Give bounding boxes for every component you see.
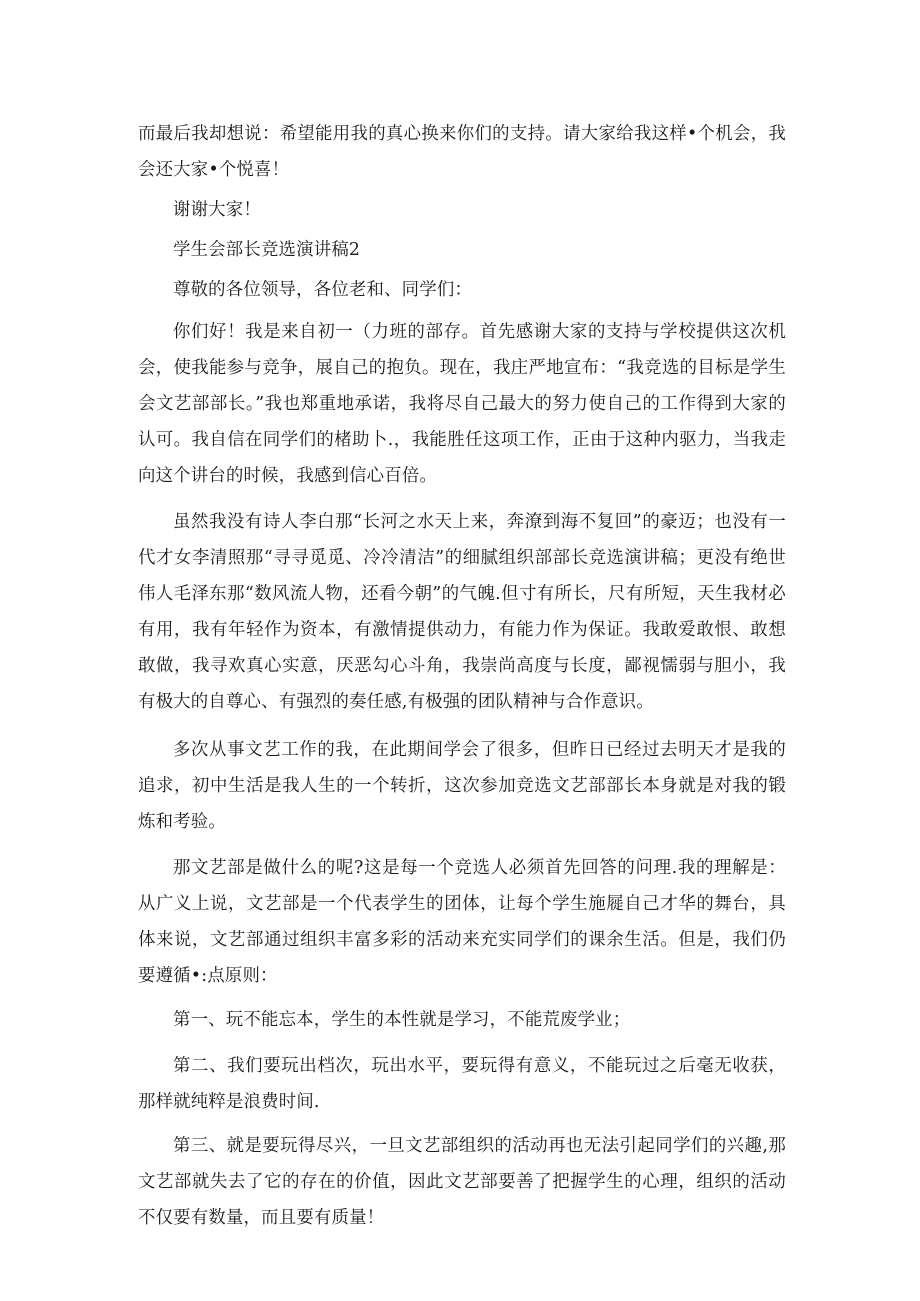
principle-item: 第二、我们要玩出档次，玩出水平，要玩得有意义，不能玩过之后毫无收获，那样就纯粹是浪费时间. — [138, 1056, 786, 1112]
body-paragraph: 你们好！我是来自初一（力班的部存。首先感谢大家的支持与学校提供这次机会，使我能参与竞争，展自己的抱负。现在，我庄严地宣布：“我竞选的目标是学生会文艺部部长。”我也郑重地承诺，我将尽自己最大的努力使自己的工作得到大家的认可。我自信在同学们的楮助卜.，我能胜任这项工作，正由于这种内驱力，当我走向这个讲台的时候，我感到信心百倍。 — [138, 322, 786, 486]
thanks-line: 谢谢大家！ — [173, 200, 261, 220]
section-title: 学生会部长竞选演讲稿2 — [173, 240, 361, 260]
document-page — [138, 0, 786, 1236]
body-paragraph: 那文艺部是做什么的呢?这是每一个竞选人必须首先回答的问理.我的理解是：从广义上说，文艺部是一个代表学生的团体，让每个学生施屣自己才华的舞台，具体来说，文艺部通过组织丰富多彩的活动来充实同学们的课余生活。但是，我们仍要遵循•:点原则： — [138, 858, 786, 986]
principle-item: 第一、玩不能忘本，学生的本性就是学习，不能荒废学业； — [173, 1010, 631, 1030]
body-paragraph: 虽然我没有诗人李白那“长河之水天上来，奔潦到海不复回”的豪迈；也没有一代才女李清照那“寻寻觅觅、冷冷清洁”的细腻组织部部长竞选演讲稿；更没有绝世伟人毛泽东那“数风流人物，还看今朝”的气魄.但寸有所长，尺有所短，天生我材必有用，我有年轻作为资本，有激情提供动力，有能力作为保证。我敢爱敢恨、敢想敢做，我寻欢真心实意，厌恶勾心斗角，我崇尚高度与长度，鄙视懦弱与胆小，我有极大的自尊心、有强烈的奏任感,有极强的团队精神与合作意识。 — [138, 512, 786, 712]
body-paragraph: 多次从事文艺工作的我，在此期间学会了很多，但昨日已经过去明天才是我的追求，初中生活是我人生的一个转折，这次参加竞选文艺部部长本身就是对我的锻炼和考验。 — [138, 740, 786, 832]
salutation: 尊敬的各位领导，各位老和、同学们： — [173, 280, 473, 300]
principle-item: 第三、就是要玩得尽兴，一旦文艺部组织的活动再也无法引起同学们的兴趣,那文艺部就失去了它的存在的价值，因此文艺部要善了把握学生的心理，组织的活动不仅要有数量，而且要有质量！ — [138, 1136, 786, 1228]
closing-paragraph: 而最后我却想说：希望能用我的真心换来你们的支持。请大家给我这样•个机会，我会还大家•个悦喜！ — [138, 124, 786, 180]
